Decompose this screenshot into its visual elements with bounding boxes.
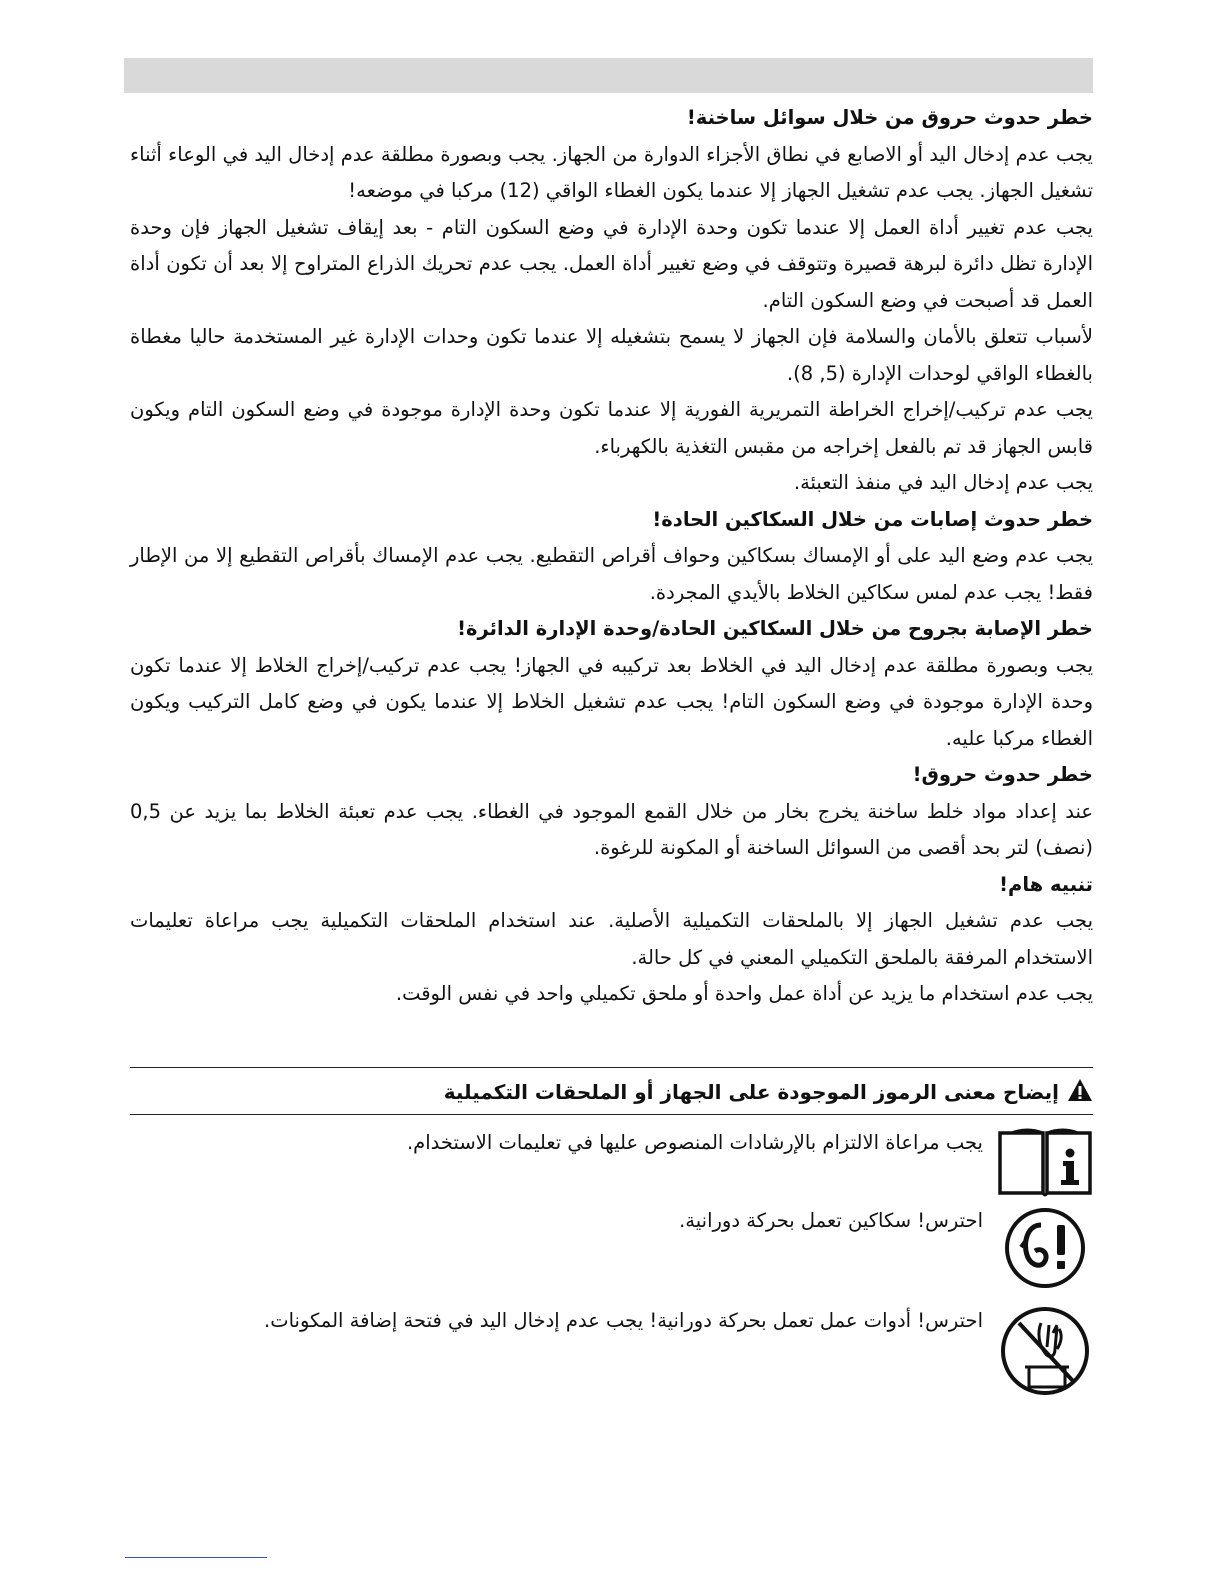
heading-cuts-drive: خطر الإصابة بجروح من خلال السكاكين الحادة/وحدة الإدارة الدائرة!: [457, 617, 1093, 640]
heading-burn-liquids: خطر حدوث حروق من خلال سوائل ساخنة!: [686, 106, 1093, 129]
paragraph: يجب وبصورة مطلقة عدم إدخال اليد في الخلاط بعد تركيبه في الجهاز! يجب عدم تركيب/إخراج الخلاط إلا عندما تكون وحدة الإدارة موجودة في وضع السكون التام! يجب عدم تشغيل الخلاط إلا عندما يكون في وضع كامل التركيب ويكون الغطاء مركبا عليه.: [130, 653, 1093, 750]
paragraph: يجب عدم إدخال اليد أو الاصابع في نطاق الأجزاء الدوارة من الجهاز. يجب وبصورة مطلقة عدم إدخال اليد في الوعاء أثناء تشغيل الجهاز. يجب عدم تشغيل الجهاز إلا عندما يكون الغطاء الواقي (12) مركبا في موضعه!: [130, 142, 1093, 202]
symbol-row: [223, 1203, 1093, 1293]
paragraph: عند إعداد مواد خلط ساخنة يخرج بخار من خلال القمع الموجود في الغطاء. يجب عدم تعبئة الخلاط بما يزيد عن 0,5 (نصف) لتر بحد أقصى من السوائل الساخنة أو المكونة للرغوة.: [130, 799, 1093, 859]
paragraph: يجب عدم تغيير أداة العمل إلا عندما تكون وحدة الإدارة في وضع السكون التام - بعد إيقاف تشغيل الجهاز فإن وحدة الإدارة تظل دائرة لبرهة قصيرة وتتوقف في وضع تغيير أداة العمل. يجب عدم تحريك الذراع المتراوح إلا بعد أن تكون أداة العمل قد أصبحت في وضع السكون التام.: [130, 215, 1093, 312]
header-bar: [124, 58, 1093, 93]
heading-important-note: تنبيه هام!: [999, 872, 1093, 896]
symbol-row: [223, 1303, 1093, 1403]
paragraph: يجب عدم استخدام ما يزيد عن أداة عمل واحدة أو ملحق تكميلي واحد في نفس الوقت.: [395, 982, 1093, 1005]
symbol-row: [223, 1125, 1093, 1201]
paragraph: يجب عدم وضع اليد على أو الإمساك بسكاكين وحواف أقراص التقطيع. يجب عدم الإمساك بأقراص التقطيع إلا من الإطار فقط! يجب عدم لمس سكاكين الخلاط بالأيدي المجردة.: [130, 544, 1093, 604]
safety-text: [130, 100, 1093, 1013]
heading-burns: خطر حدوث حروق!: [912, 763, 1093, 786]
footnote-line: [125, 1557, 267, 1558]
symbol-text: يجب مراعاة الالتزام بالإرشادات المنصوص عليها في تعليمات الاستخدام.: [406, 1131, 983, 1154]
divider: [130, 1067, 1093, 1068]
warning-triangle-icon: [1067, 1078, 1093, 1107]
paragraph: يجب عدم إدخال اليد في منفذ التعبئة.: [793, 471, 1093, 494]
paragraph: لأسباب تتعلق بالأمان والسلامة فإن الجهاز لا يسمح بتشغيله إلا عندما تكون وحدات الإدارة غير المستخدمة حاليا مغطاة بالغطاء الواقي لوحدات الإدارة (5, 8).: [130, 325, 1093, 385]
info-book-icon: [997, 1125, 1093, 1201]
symbol-text: احترس! أدوات عمل تعمل بحركة دورانية! يجب عدم إدخال اليد في فتحة إضافة المكونات.: [264, 1309, 983, 1332]
no-hand-in-feed-icon: [997, 1303, 1093, 1403]
symbol-text: احترس! سكاكين تعمل بحركة دورانية.: [679, 1209, 983, 1232]
paragraph: يجب عدم تشغيل الجهاز إلا بالملحقات التكميلية الأصلية. عند استخدام الملحقات التكميلية يجب مراعاة تعليمات الاستخدام المرفقة بالملحق التكميلي المعني في كل حالة.: [130, 909, 1093, 969]
heading-sharp-knives: خطر حدوث إصابات من خلال السكاكين الحادة!: [652, 507, 1093, 531]
paragraph: يجب عدم تركيب/إخراج الخراطة التمريرية الفورية إلا عندما تكون وحدة الإدارة موجودة في وضع السكون التام ويكون قابس الجهاز قد تم بالفعل إخراجه من مقبس التغذية بالكهرباء.: [130, 398, 1093, 458]
symbols-title: [444, 1072, 1093, 1112]
symbols-title-text: إيضاح معنى الرموز الموجودة على الجهاز أو الملحقات التكميلية: [443, 1080, 1059, 1104]
rotating-knife-warning-icon: [997, 1203, 1093, 1293]
divider: [130, 1114, 1093, 1115]
